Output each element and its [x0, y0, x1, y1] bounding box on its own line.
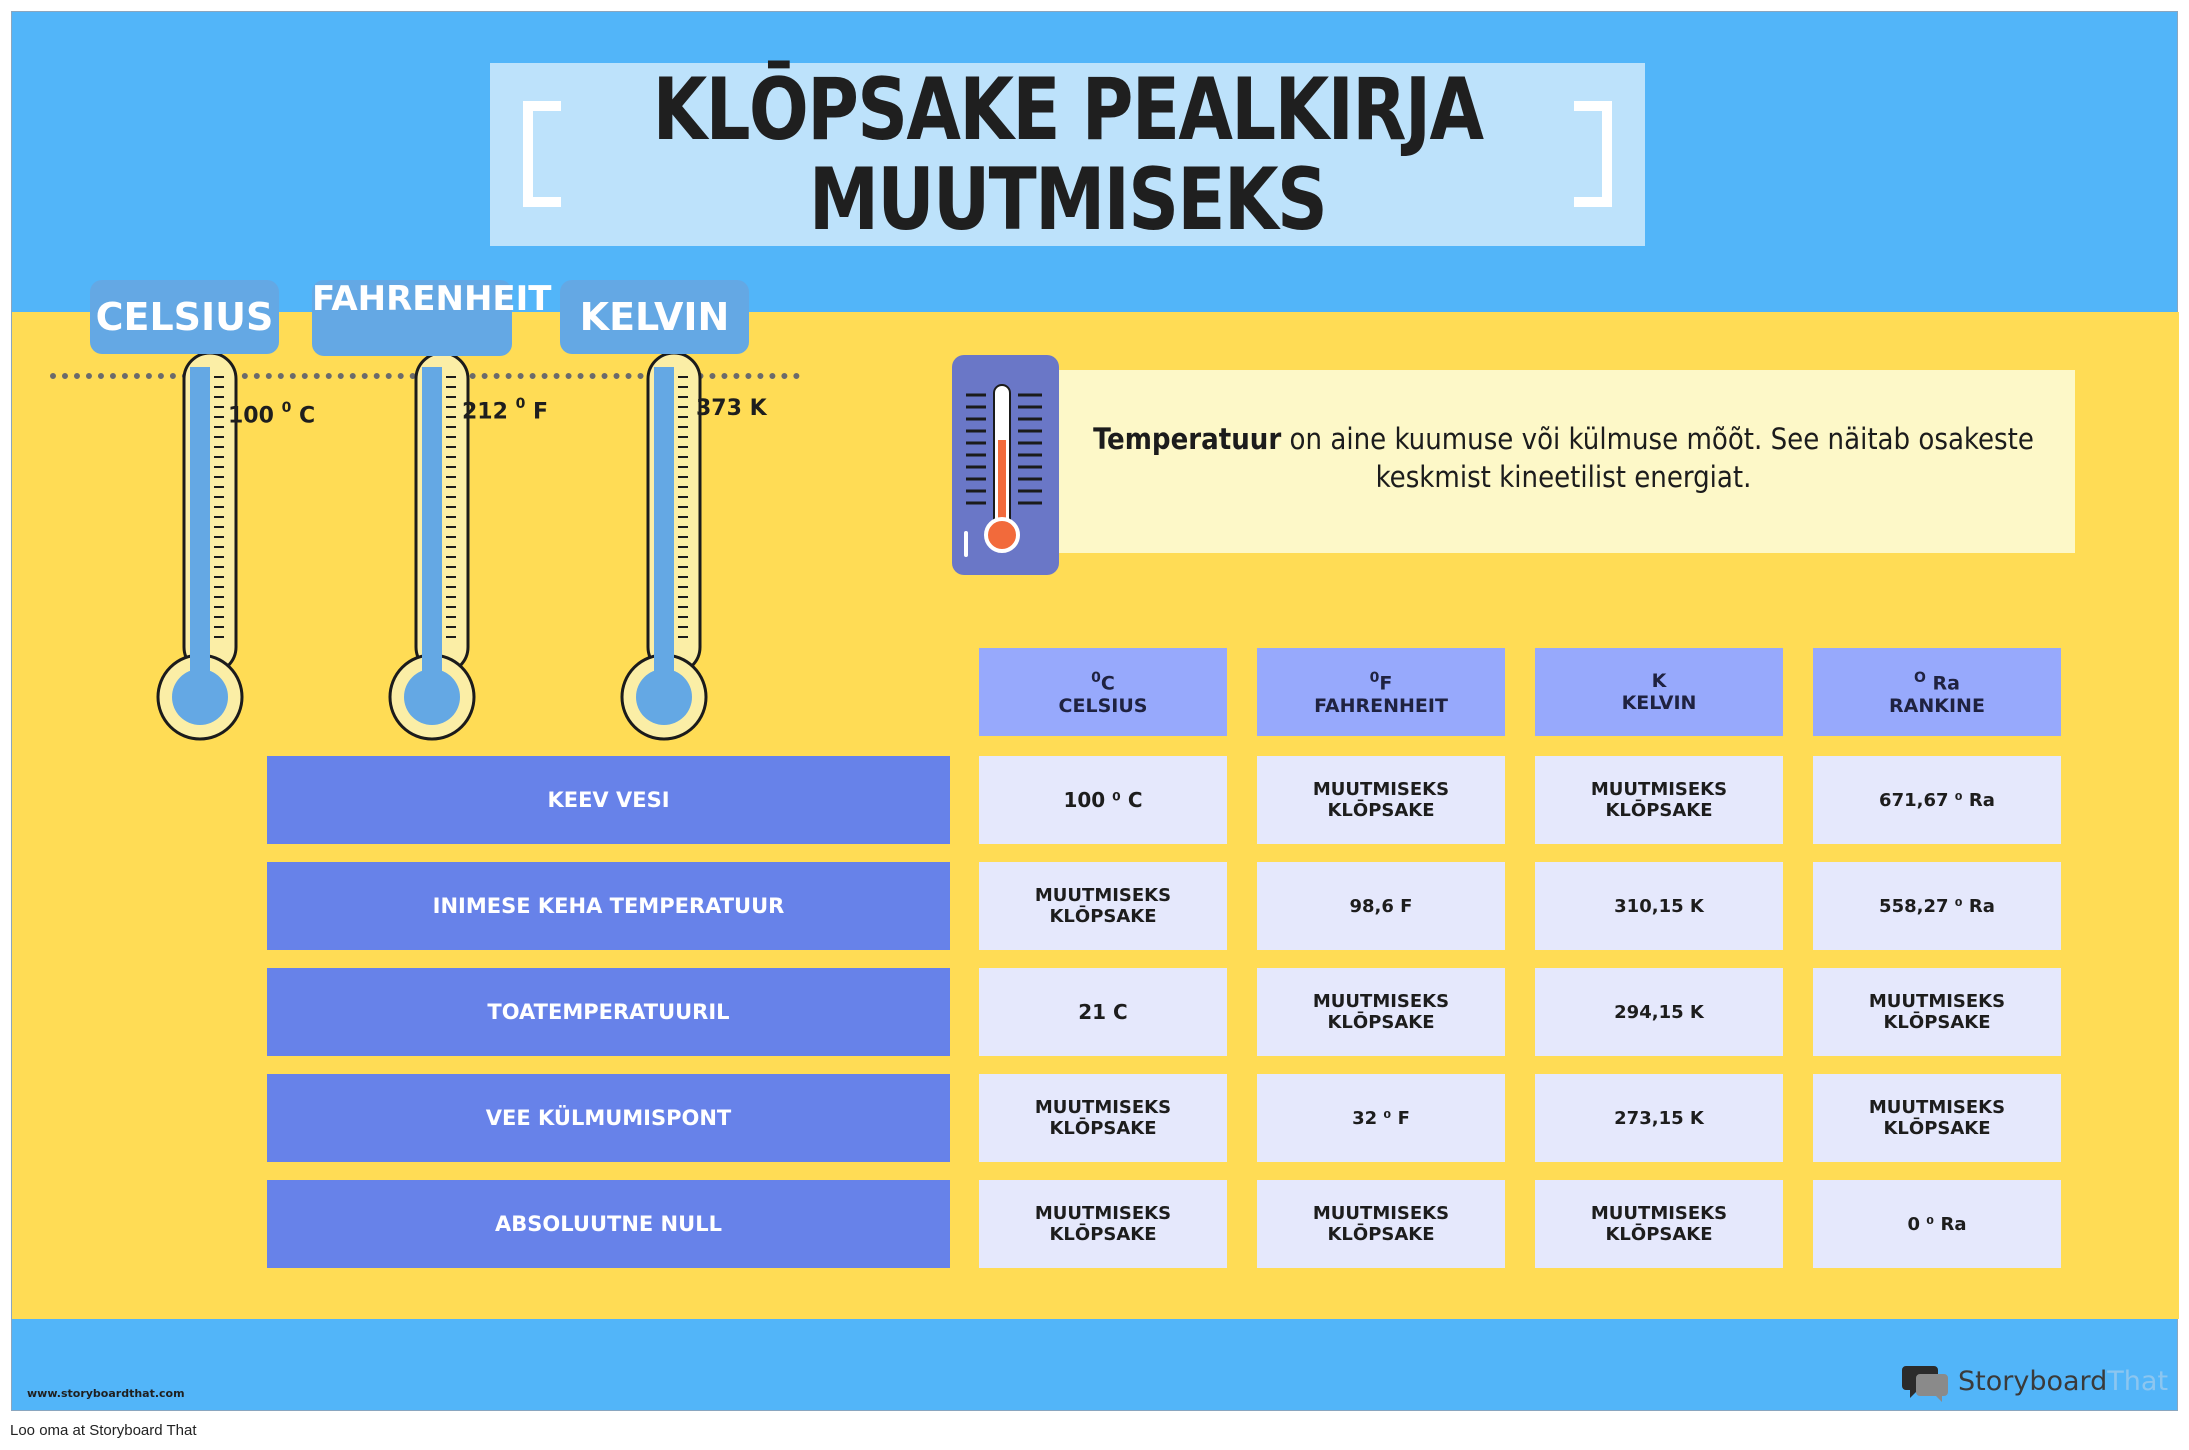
table-cell[interactable]: 294,15 K: [1535, 968, 1783, 1056]
table-cell[interactable]: MUUTMISEKS KLŌPSAKE: [1257, 1180, 1505, 1268]
column-name: CELSIUS: [1058, 694, 1148, 717]
row-header-absolute-zero[interactable]: ABSOLUUTNE NULL: [267, 1180, 950, 1268]
table-cell[interactable]: MUUTMISEKS KLŌPSAKE: [979, 1074, 1227, 1162]
column-name: RANKINE: [1889, 694, 1985, 717]
row-header-boiling-water[interactable]: KEEV VESI: [267, 756, 950, 844]
table-cell[interactable]: 273,15 K: [1535, 1074, 1783, 1162]
degree-icon: 0: [281, 400, 292, 416]
table-cell[interactable]: MUUTMISEKS KLŌPSAKE: [979, 1180, 1227, 1268]
poster: [11, 11, 2178, 1411]
storyboardthat-wordmark: [1958, 1366, 2168, 1397]
table-cell[interactable]: MUUTMISEKS KLŌPSAKE: [1535, 1180, 1783, 1268]
brand-a: Storyboard: [1958, 1365, 2108, 1397]
definition-text[interactable]: [1072, 420, 2055, 496]
column-unit: K: [1651, 670, 1667, 692]
row-header-freezing-point[interactable]: VEE KÜLMUMISPONT: [267, 1074, 950, 1162]
scale-label-kelvin[interactable]: KELVIN: [560, 280, 749, 354]
scale-label-celsius[interactable]: CELSIUS: [90, 280, 279, 354]
reading-celsius: [228, 402, 315, 428]
storyboardthat-url[interactable]: www.storyboardthat.com: [27, 1387, 185, 1400]
thermometer-icon: [952, 355, 1059, 575]
definition-body: on aine kuumuse või külmuse mõõt. See näitab osakeste keskmist kineetilist energiat.: [1281, 422, 2034, 494]
table-cell[interactable]: MUUTMISEKS KLŌPSAKE: [1535, 756, 1783, 844]
column-unit: $^O$ Ra: [1914, 670, 1960, 695]
degree-icon: 0: [515, 396, 526, 412]
table-cell[interactable]: 98,6 F: [1257, 862, 1505, 950]
left-bracket-icon: [523, 101, 561, 207]
row-header-room-temp[interactable]: TOATEMPERATUURIL: [267, 968, 950, 1056]
storyboardthat-logo[interactable]: [1902, 1358, 2168, 1404]
reading-fahrenheit-unit: F: [533, 399, 549, 425]
table-cell[interactable]: MUUTMISEKS KLŌPSAKE: [1813, 968, 2061, 1056]
table-cell[interactable]: MUUTMISEKS KLŌPSAKE: [979, 862, 1227, 950]
column-unit: $^0$F: [1369, 670, 1393, 695]
column-unit: $^0$C: [1091, 670, 1115, 695]
column-name: FAHRENHEIT: [1314, 694, 1448, 717]
table-cell[interactable]: 21 C: [979, 968, 1227, 1056]
row-header-body-temp[interactable]: INIMESE KEHA TEMPERATUUR: [267, 862, 950, 950]
reading-fahrenheit-value: 212: [462, 399, 508, 425]
definition-box[interactable]: [1052, 370, 2075, 553]
definition-term: Temperatuur: [1093, 422, 1282, 456]
column-header-fahrenheit[interactable]: [1257, 648, 1505, 736]
footer-credit[interactable]: Loo oma at Storyboard That: [10, 1422, 197, 1439]
reading-celsius-unit: C: [299, 403, 316, 429]
speech-bubble-icon: [1902, 1362, 1950, 1400]
table-cell[interactable]: 0 ⁰ Ra: [1813, 1180, 2061, 1268]
scale-label-fahrenheit[interactable]: FAHRENHEIT: [312, 280, 512, 356]
reading-celsius-value: 100: [228, 403, 274, 429]
table-cell[interactable]: MUUTMISEKS KLŌPSAKE: [1257, 968, 1505, 1056]
page-title[interactable]: KLŌPSAKE PEALKIRJA MUUTMISEKS: [652, 60, 1483, 250]
right-bracket-icon: [1574, 101, 1612, 207]
column-header-kelvin[interactable]: [1535, 648, 1783, 736]
column-header-rankine[interactable]: [1813, 648, 2061, 736]
table-cell[interactable]: MUUTMISEKS KLŌPSAKE: [1813, 1074, 2061, 1162]
table-cell[interactable]: 100 ⁰ C: [979, 756, 1227, 844]
table-cell[interactable]: 558,27 ⁰ Ra: [1813, 862, 2061, 950]
reading-fahrenheit: [462, 398, 548, 424]
table-cell[interactable]: 310,15 K: [1535, 862, 1783, 950]
column-header-celsius[interactable]: [979, 648, 1227, 736]
column-name: KELVIN: [1621, 692, 1697, 714]
table-cell[interactable]: MUUTMISEKS KLŌPSAKE: [1257, 756, 1505, 844]
table-cell[interactable]: 32 ⁰ F: [1257, 1074, 1505, 1162]
reading-kelvin: 373 K: [696, 396, 767, 421]
title-box[interactable]: [490, 60, 1645, 250]
brand-b: That: [2107, 1365, 2169, 1397]
table-cell[interactable]: 671,67 ⁰ Ra: [1813, 756, 2061, 844]
